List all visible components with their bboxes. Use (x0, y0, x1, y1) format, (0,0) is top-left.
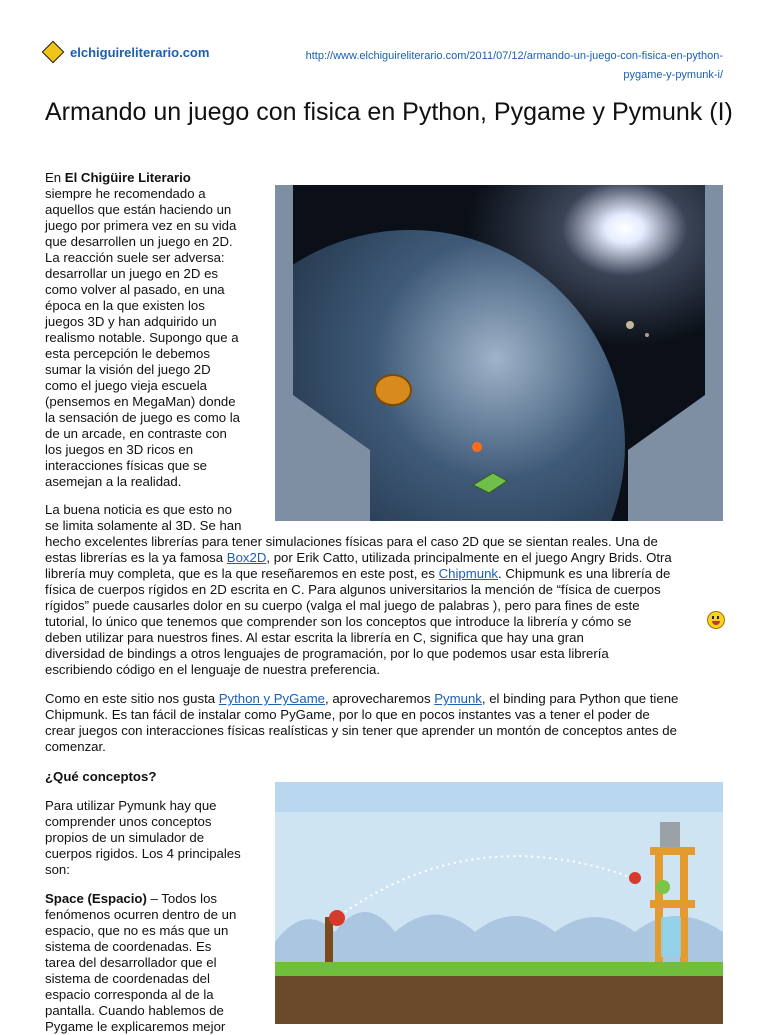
text-line: asemejan a la realidad. (45, 474, 182, 489)
text-line: juegos 3D y han adquirido un (45, 314, 217, 329)
text-line: Pygame le explicaremos mejor (45, 1019, 226, 1034)
text-line: época en la que existen los (45, 298, 205, 313)
text-line: sumar la visión del juego 2D (45, 362, 211, 377)
text-line: pantalla. Cuando hablemos de (45, 1003, 224, 1018)
text-line: son: (45, 862, 70, 877)
paragraph-pymunk: Como en este sitio nos gusta Python y PyGame, aprovecharemos Pymunk, el binding para Python que tiene Chipmunk. Es tan fácil de instalar como PyGame, por lo que en pocos instantes vas a tener el poder de crear juegos con interacciones físicas realísticas y sin tener que aprender un montón de conceptos antes de comenzar. (45, 691, 679, 754)
paragraph-good-news: hecho excelentes librerías para tener simulaciones físicas para el caso 2D que se sientan reales. Una de estas librerías es la ya famosa Box2D, por Erik Catto, utilizada principalmente en el juego Angry Brids. Otra librería muy completa, que es la que reseñaremos en este post, es Chipmunk. Chipmunk es una librería de física de cuerpos rígidos en 2D escrita en C. Para algunos universitarios la mención de “física de cuerpos rígidos” puede causarles dolor en su cuerpo (valga el mal juego de palabras ), pero para fines de este tutorial, lo único que tenemos que comprender son los conceptos que introduce la librería y cómo se deben utilizar para nuestros fines. Al estar escrita la librería en C, significa que hay una gran diversidad de bindings a otros lenguajes de programación, por lo que podemos usar esta librería escribiendo código en el lenguaje de nuestra preferencia. (45, 534, 672, 677)
text-line: sistema de coordenadas. Es (45, 939, 212, 954)
angry-birds-image (275, 782, 723, 1024)
paragraph-intro: En El Chigüire Literario siempre he recomendado a aquellos que están haciendo un juego por primera vez en su vida que desarrollen un juego en 2D. La reacción suele ser adversa: desarrollar un juego en 2D es como volver al pasado, en una época en la que existen los juegos 3D y han adquirido un realismo notable. Supongo que a esta percepción le debemos sumar la visión del juego 2D como el juego vieja escuela (pensemos en MegaMan) donde la sensación de juego es como la de un arcade, en contraste con los juegos en 3D ricos en interacciones físicas que se asemejan a la realidad. (45, 170, 270, 490)
text-line: los juegos en 3D ricos en (45, 442, 194, 457)
site-name-bold: El Chigüire Literario (64, 170, 191, 185)
paragraph-intro-lines (45, 186, 270, 490)
text-line: (pensemos en MegaMan) donde (45, 394, 236, 409)
text-line: que desarrollen un juego en 2D. (45, 234, 233, 249)
paragraph-good-news-narrow: La buena noticia es que esto no se limita solamente al 3D. Se han (45, 502, 242, 533)
paragraph-space: Space (Espacio) – Todos los fenómenos ocurren dentro de un espacio, que no es más que un sistema de coordenadas. Es tarea del desarrollador que el sistema de coordenadas del espacio corresponda al de la pantalla. Cuando hablemos de Pygame le explicaremos mejor (45, 891, 270, 1035)
text-line: sistema de coordenadas del (45, 971, 210, 986)
text-line: cuerpos rigidos. Los 4 principales (45, 846, 241, 861)
site-name[interactable]: elchiguireliterario.com (45, 44, 209, 60)
box2d-link[interactable]: Box2D (226, 550, 267, 565)
text-line: como el juego vieja escuela (45, 378, 208, 393)
text-line: tarea del desarrollador que el (45, 955, 217, 970)
text-line: desarrollar un juego en 2D es (45, 266, 219, 281)
space-game-image (275, 185, 723, 521)
text-line: de un arcade, en contraste con (45, 426, 227, 441)
paragraph-space-lines (45, 907, 270, 1035)
text-line: espacio, que no es más que un (45, 923, 229, 938)
tongue-smiley-icon (707, 611, 725, 629)
space-term: Space (Espacio) (45, 891, 147, 906)
text-line: comprender unos conceptos (45, 814, 212, 829)
paragraph-concepts (45, 798, 270, 878)
text-line: la sensación de juego es como la (45, 410, 241, 425)
angry-birds-scene (275, 782, 723, 1024)
space-scene (275, 185, 723, 521)
text-line: La reacción suele ser adversa: (45, 250, 225, 265)
text-line: aquellos que están haciendo un (45, 202, 232, 217)
python-pygame-link[interactable]: Python y PyGame (218, 691, 326, 706)
text-line: Para utilizar Pymunk hay que (45, 798, 217, 813)
pymunk-link[interactable]: Pymunk (434, 691, 482, 706)
chipmunk-link[interactable]: Chipmunk (438, 566, 499, 581)
text-line: realismo notable. Supongo que a (45, 330, 239, 345)
text-line: esta percepción le debemos (45, 346, 210, 361)
section-heading: ¿Qué conceptos? (45, 769, 157, 784)
text-line: siempre he recomendado a (45, 186, 206, 201)
diamond-sign-icon (42, 41, 65, 64)
text-line: espacio corresponda al de la (45, 987, 214, 1002)
text-line: como volver al pasado, en una (45, 282, 225, 297)
article-title: Armando un juego con fisica en Python, Pygame y Pymunk (I) (45, 98, 733, 126)
text-line: interacciones físicas que se (45, 458, 207, 473)
text-line: juego por primera vez en su vida (45, 218, 237, 233)
text-line: fenómenos ocurren dentro de un (45, 907, 237, 922)
text-line: propios de un simulador de (45, 830, 205, 845)
page-url[interactable]: http://www.elchiguireliterario.com/2011/07/12/armando-un-juego-con-fisica-en-python- pygame-y-pymunk-i/ (305, 50, 723, 81)
